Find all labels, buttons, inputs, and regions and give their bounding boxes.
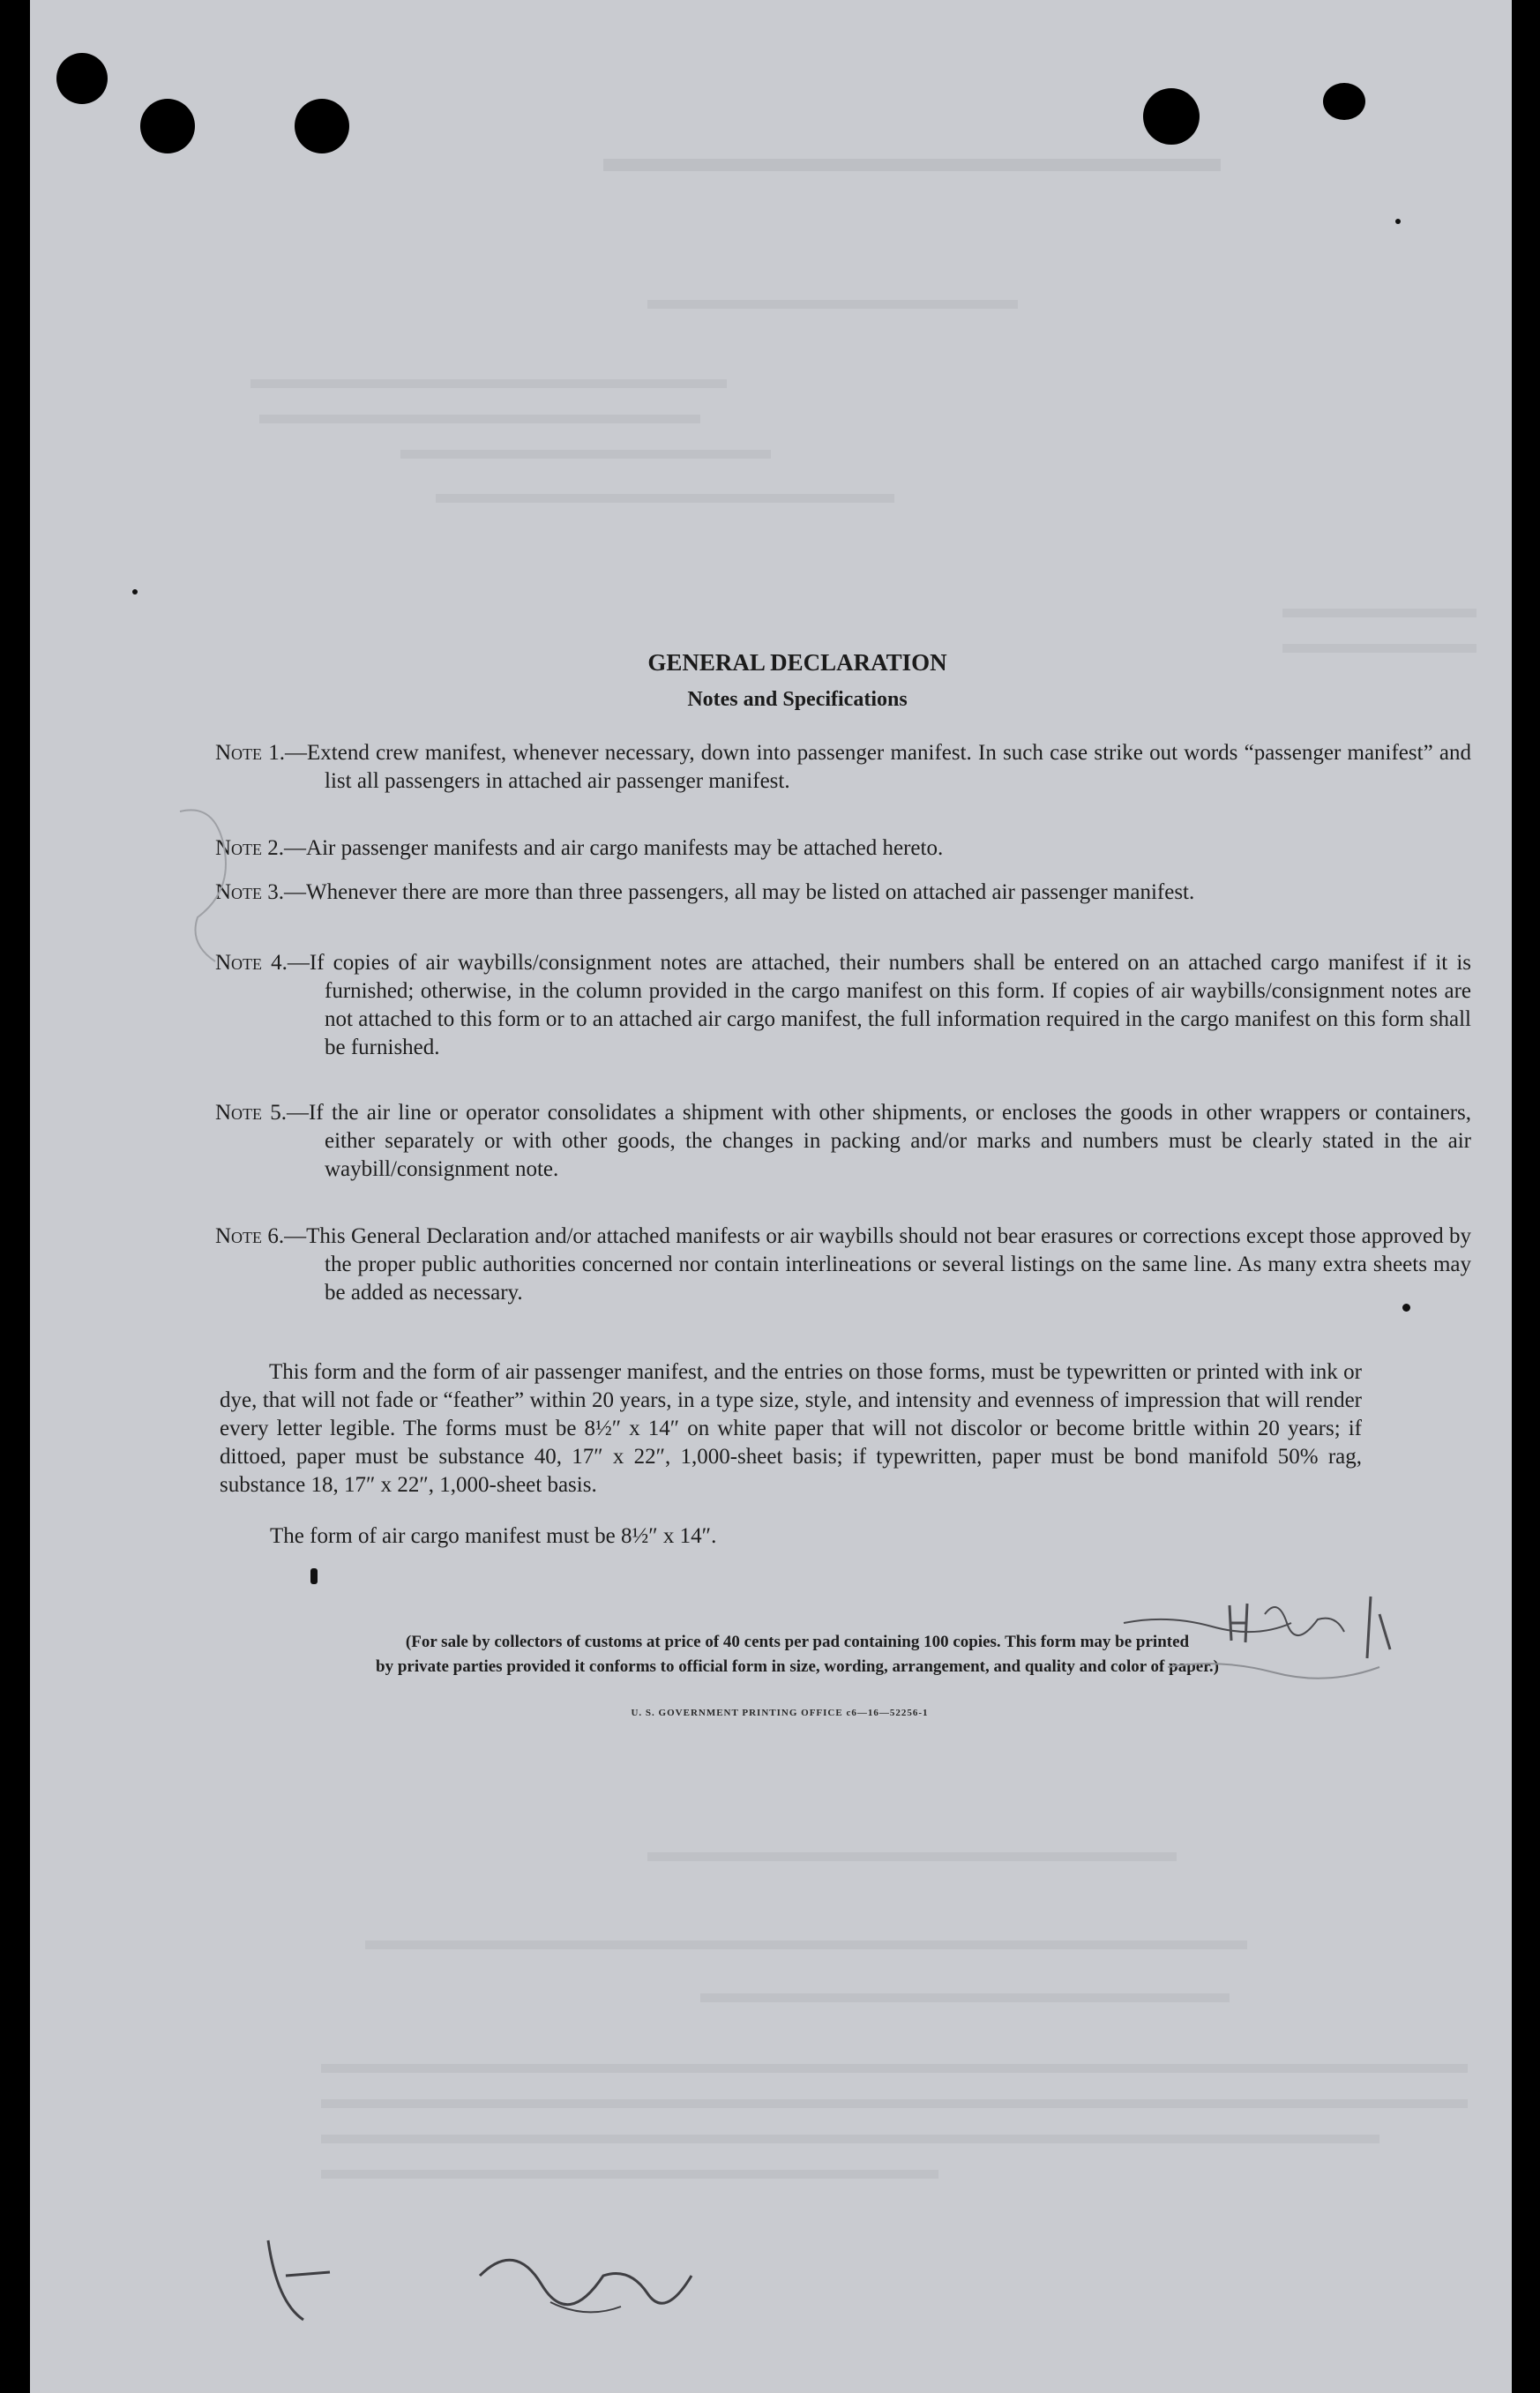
note-label: Note 2.: [215, 836, 285, 860]
sale-notice-line-2: by private parties provided it conforms to official form in size, wording, arrangement, and quality and color of paper.): [376, 1657, 1219, 1676]
note-text: —Whenever there are more than three passengers, all may be listed on attached air passenger manifest.: [284, 880, 1195, 904]
printing-office-imprint: U. S. GOVERNMENT PRINTING OFFICE c6—16—52256-1: [631, 1708, 929, 1718]
ink-dot: [1395, 219, 1401, 224]
sale-notice-line-1: (For sale by collectors of customs at price of 40 cents per pad containing 100 copies. This form may be printed: [405, 1633, 1190, 1651]
form-requirements-paragraph: This form and the form of air passenger manifest, and the entries on those forms, must be typewritten or printed with ink or dye, that will not fade or “feather” within 20 years, in a type size, style, and intensity and evenness of impression that will render every letter legible. The forms must be 8½″ x 14″ on white paper that will not discolor or become brittle within 20 years; if dittoed, paper must be substance 40, 17″ x 22″, 1,000-sheet basis; if typewritten, paper must be bond manifold 50% rag, substance 18, 17″ x 22″, 1,000-sheet basis.: [220, 1360, 1362, 1497]
show-through-text: [30, 0, 1512, 2393]
handwritten-mark: [250, 2223, 709, 2337]
note-text: —Extend crew manifest, whenever necessary, down into passenger manifest. In such case strike out words “passenger manifest” and list all passengers in attached air passenger manifest.: [285, 741, 1471, 793]
note-6: [215, 1223, 1471, 1307]
cargo-manifest-size-line: The form of air cargo manifest must be 8½″ x 14″.: [270, 1524, 717, 1548]
ink-dot: [310, 1568, 318, 1584]
note-4: [215, 949, 1471, 1062]
note-text: —Air passenger manifests and air cargo manifests may be attached hereto.: [284, 836, 944, 860]
note-1: [215, 739, 1471, 796]
document-sheet: [30, 0, 1512, 2393]
note-label: Note 4.: [215, 951, 288, 975]
ink-dot: [1402, 1304, 1410, 1312]
note-3: [215, 879, 1471, 907]
document-subtitle: Notes and Specifications: [687, 688, 908, 711]
note-text: —This General Declaration and/or attached manifests or air waybills should not bear erasures or corrections except those approved by the proper public authorities concerned nor contain interlineations or several listings on the same line. As many extra sheets may be added as necessary.: [284, 1224, 1471, 1305]
note-2: [215, 834, 1471, 863]
note-label: Note 3.: [215, 880, 285, 904]
note-label: Note 5.: [215, 1101, 288, 1125]
faint-pencil-mark: [162, 776, 286, 970]
note-text: —If copies of air waybills/consignment notes are attached, their numbers shall be entered on an attached cargo manifest if it is furnished; otherwise, in the column provided in the cargo manifest on this form. If copies of air waybills/consignment notes are not attached to this form or to an attached air cargo manifest, the full information required in the cargo manifest on this form shall be furnished.: [287, 951, 1472, 1059]
note-text: —If the air line or operator consolidates a shipment with other shipments, or encloses the goods in other wrappers or containers, either separately or with other goods, the changes in packing and/or marks and numbers must be clearly stated in the air waybill/consignment note.: [287, 1101, 1471, 1181]
note-5: [215, 1099, 1471, 1184]
note-label: Note 6.: [215, 1224, 285, 1248]
ink-dot: [132, 589, 138, 595]
document-title: GENERAL DECLARATION: [647, 649, 947, 676]
handwritten-signature: [1115, 1588, 1415, 1702]
note-label: Note 1.: [215, 741, 286, 765]
